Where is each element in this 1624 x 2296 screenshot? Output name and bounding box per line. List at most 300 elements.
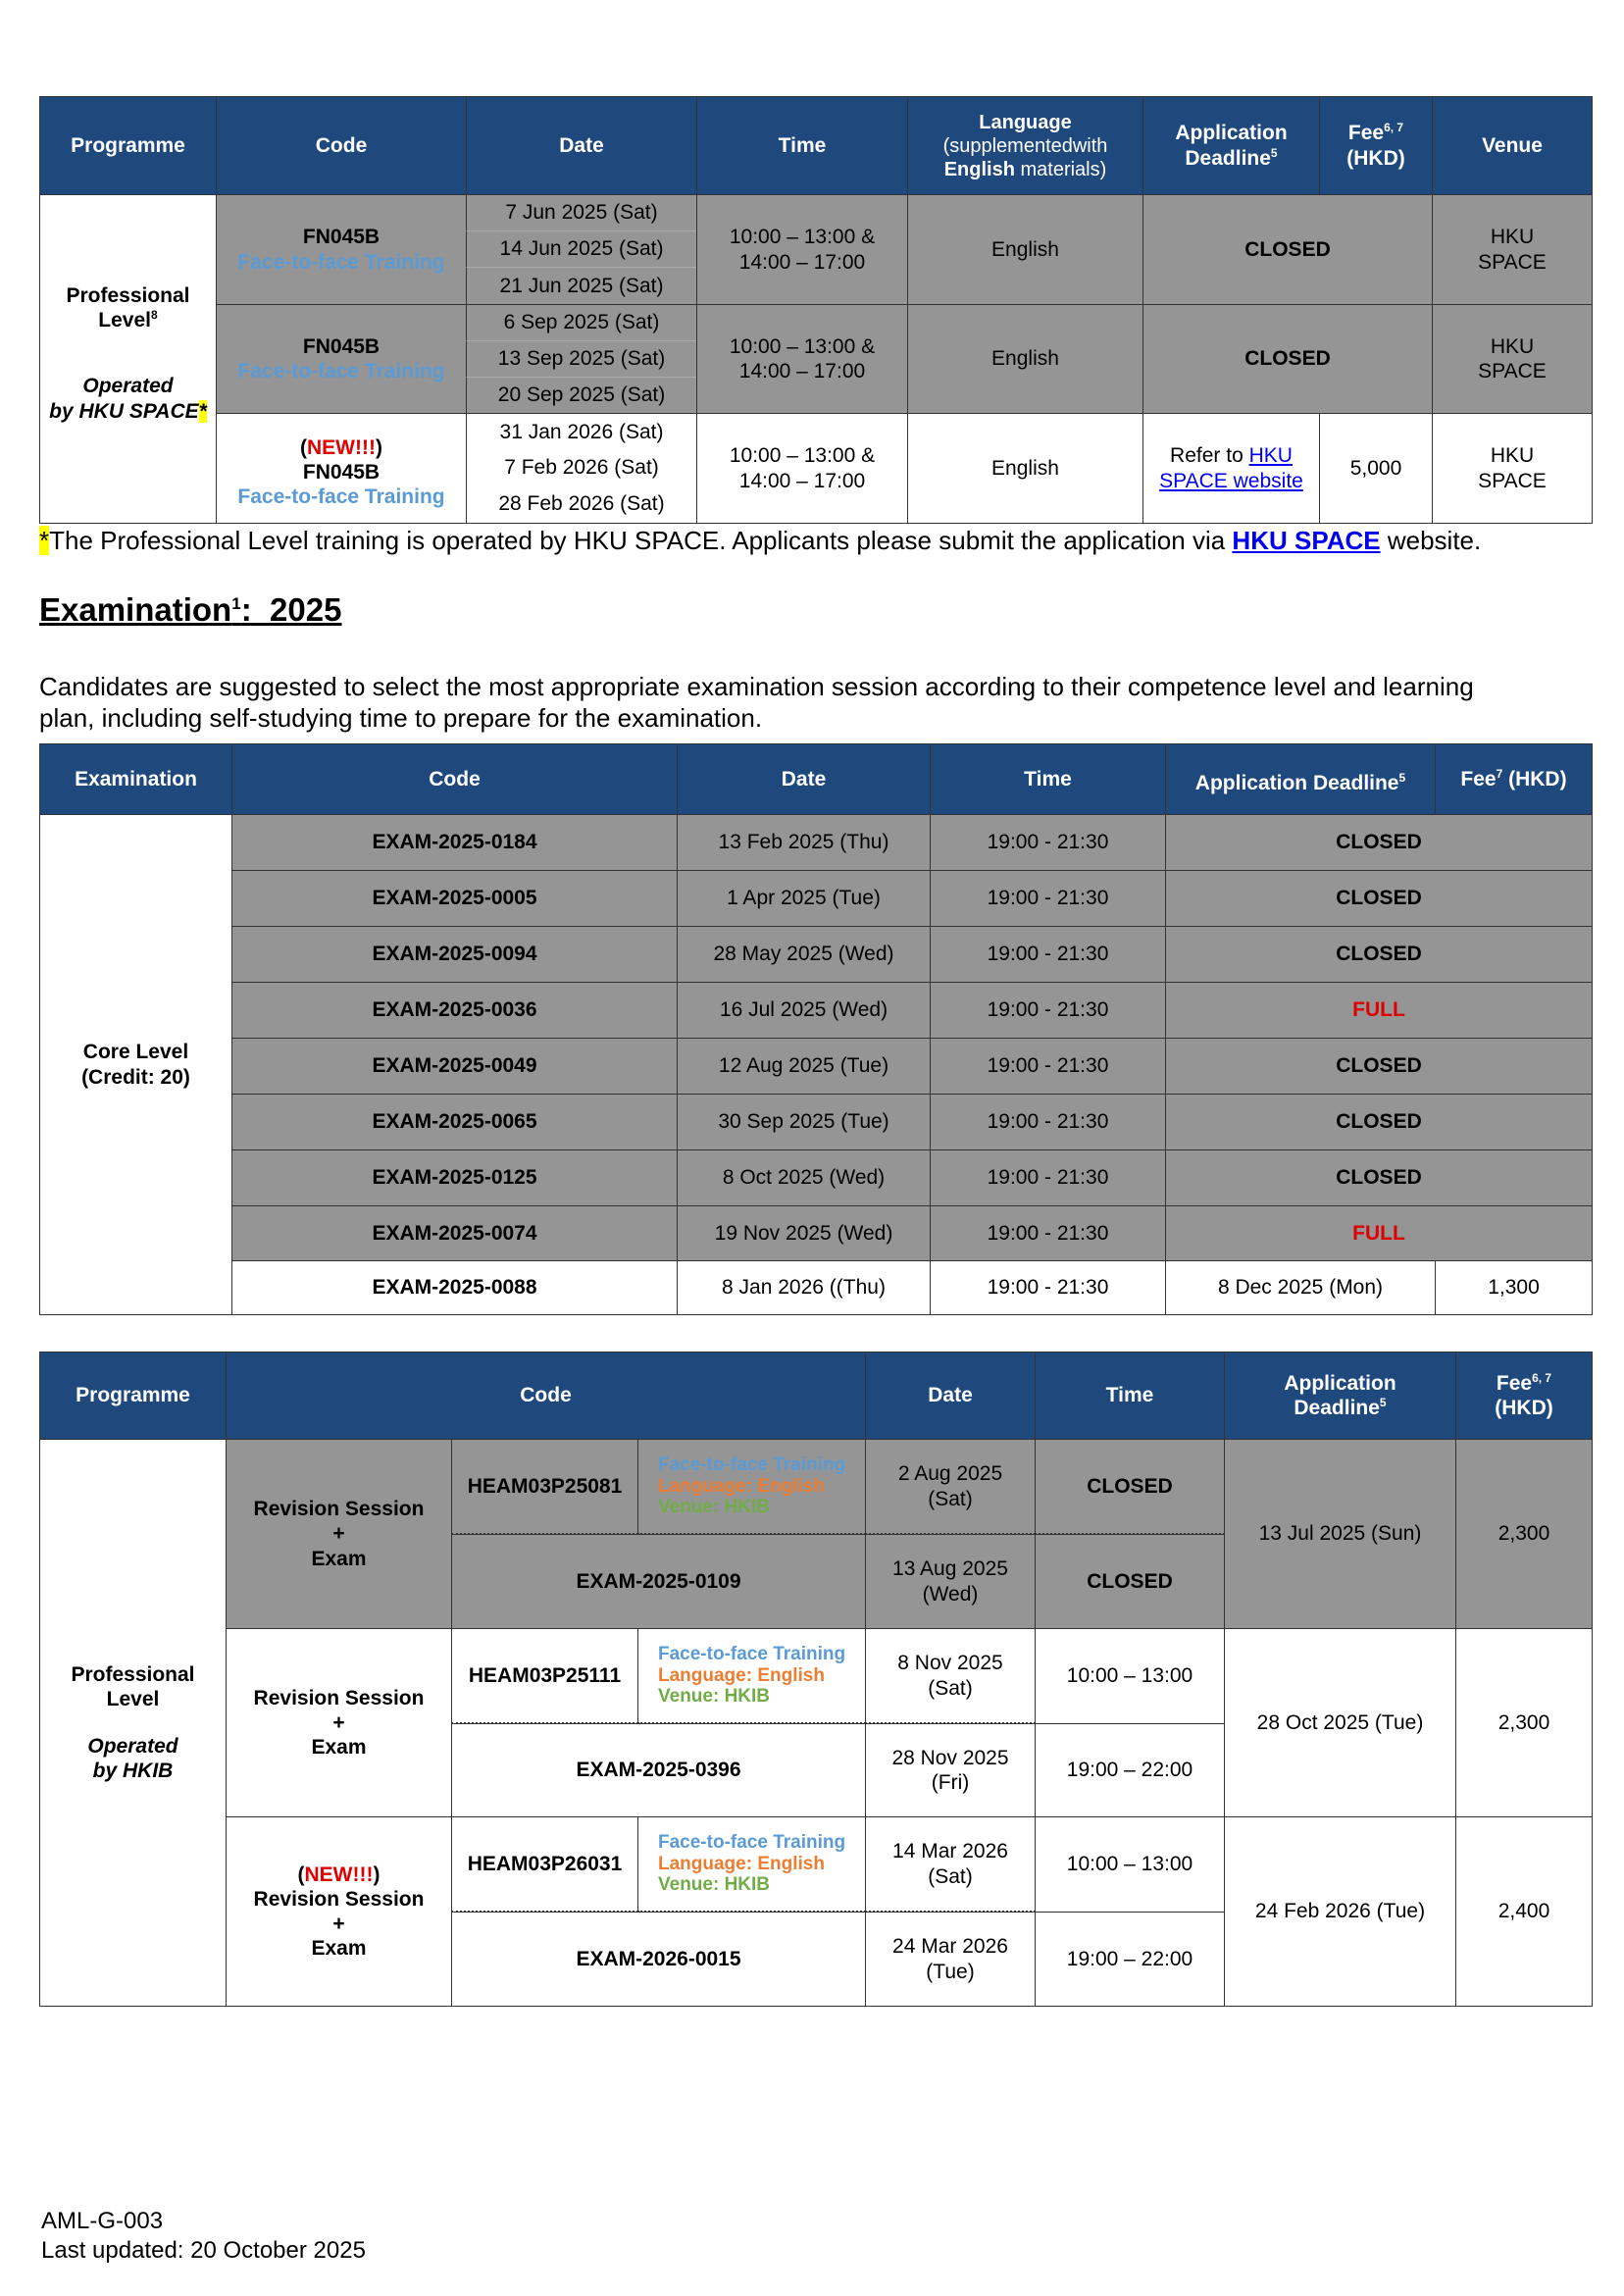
- time-line1: 10:00 – 13:00 &: [729, 334, 876, 358]
- footnote-text: The Professional Level training is operated by HKU SPACE. Applicants please submit the application via: [49, 526, 1233, 555]
- exam-date-text: 8 Jan 2026 ((Thu): [722, 1276, 886, 1300]
- operated-by-line2: [49, 399, 207, 424]
- session-date: 21 Jun 2025 (Sat): [499, 274, 664, 297]
- exam-time: [930, 1260, 1166, 1315]
- session-date: 13 Sep 2025 (Sat): [497, 347, 666, 371]
- level-credit: (Credit: 20): [81, 1065, 190, 1089]
- language-note: Language: English: [658, 1664, 825, 1686]
- exam-code-text: EXAM-2025-0005: [372, 887, 537, 910]
- th-date: [865, 1352, 1036, 1440]
- exam-status-text: FULL: [1352, 998, 1405, 1022]
- exam-time: [930, 926, 1166, 983]
- paren-close: ): [373, 1862, 381, 1886]
- language-cell: [907, 413, 1143, 524]
- exam-date-text: 16 Jul 2025 (Wed): [719, 998, 888, 1022]
- paren-close: ): [375, 435, 382, 459]
- exam-code: [231, 1205, 678, 1262]
- revision-details-cell: [637, 1628, 866, 1724]
- exam-code-cell: [451, 1723, 866, 1817]
- exam-time-text: 19:00 - 21:30: [987, 998, 1109, 1022]
- language-value: English: [991, 456, 1059, 480]
- plus-sign: +: [332, 1913, 345, 1935]
- revision-details-cell: [637, 1816, 866, 1913]
- th-date-label: Date: [559, 133, 604, 157]
- fee-cell: [1455, 1628, 1593, 1817]
- exam-date-cell: [865, 1912, 1036, 2007]
- revision-date: 2 Aug 2025: [897, 1462, 1003, 1486]
- venue-cell: [1432, 194, 1593, 305]
- exam-status: [1165, 1149, 1593, 1206]
- th-programme: [39, 1352, 227, 1440]
- th-fee-text: Fee: [1347, 122, 1385, 145]
- fee-cell: [1455, 1439, 1593, 1629]
- exam-status: [1165, 982, 1593, 1039]
- th-fee: [1319, 96, 1433, 195]
- session-exam: Exam: [311, 1937, 367, 1961]
- session-date: 28 Feb 2026 (Sat): [498, 492, 665, 516]
- session-exam: Exam: [311, 1547, 367, 1570]
- time-line2: 14:00 – 17:00: [738, 469, 866, 492]
- operated-by-line1: Operated: [87, 1734, 178, 1758]
- status-label: CLOSED: [1244, 237, 1331, 261]
- th-date-label: Date: [781, 767, 827, 791]
- training-mode: Face-to-face Training: [658, 1643, 846, 1664]
- exam-time-cell: [1035, 1723, 1225, 1817]
- training-code-cell: [216, 413, 467, 524]
- exam-date-text: 12 Aug 2025 (Tue): [718, 1054, 889, 1078]
- exam-status-text: CLOSED: [1336, 1054, 1422, 1078]
- exam-time: [930, 1149, 1166, 1206]
- th-programme-label: Programme: [71, 133, 185, 157]
- exam-code-text: EXAM-2025-0074: [372, 1222, 537, 1246]
- fee-value: 2,300: [1497, 1522, 1550, 1546]
- venue-cell: [1432, 413, 1593, 524]
- plus-sign: +: [332, 1710, 345, 1734]
- exam-time: [930, 1038, 1166, 1095]
- revision-time: 10:00 – 13:00: [1066, 1853, 1193, 1876]
- revision-time-cell: [1035, 1628, 1225, 1724]
- deadline-cell: [1224, 1816, 1456, 2007]
- th-code-label: Code: [520, 1384, 572, 1407]
- footnote-ref: 5: [1270, 145, 1278, 160]
- programme-line1: Professional: [66, 284, 190, 307]
- revision-code: HEAM03P26031: [467, 1852, 623, 1875]
- revision-day: (Sat): [928, 1864, 973, 1888]
- paren-open: (: [297, 1862, 305, 1886]
- th-examination-label: Examination: [75, 767, 197, 791]
- revision-day: (Sat): [928, 1676, 973, 1700]
- th-code-label: Code: [315, 133, 368, 157]
- deadline-cell: [1224, 1439, 1456, 1629]
- revision-code-cell: [451, 1628, 638, 1724]
- venue-line1: HKU: [1490, 334, 1535, 358]
- th-deadline-label-2: [1185, 146, 1277, 171]
- th-time: [930, 743, 1166, 815]
- exam-code: [231, 926, 678, 983]
- exam-date-text: 13 Feb 2025 (Thu): [718, 831, 889, 854]
- th-deadline-label-1: Application: [1284, 1371, 1396, 1395]
- exam-day: (Fri): [931, 1771, 970, 1794]
- page-footer: [41, 2207, 366, 2266]
- exam-status-text: CLOSED: [1336, 1166, 1422, 1190]
- exam-intro: [39, 671, 1599, 734]
- venue-line2: SPACE: [1478, 250, 1547, 274]
- session-name: Revision Session: [253, 1686, 425, 1709]
- venue-note: Venue: HKIB: [658, 1874, 771, 1896]
- exam-date: [677, 1038, 931, 1095]
- footnote-text-end: website.: [1380, 526, 1482, 555]
- asterisk-mark: *: [198, 399, 207, 423]
- time-cell: [696, 304, 908, 414]
- exam-code: [231, 1038, 678, 1095]
- training-mode: Face-to-face Training: [658, 1831, 846, 1853]
- operated-by-org: by HKU SPACE: [49, 399, 199, 423]
- th-fee-label-1: [1348, 121, 1403, 145]
- footnote: [39, 526, 1481, 556]
- exam-status: [1165, 1038, 1593, 1095]
- th-deadline-label-2: [1294, 1396, 1386, 1420]
- th-time: [1035, 1352, 1225, 1440]
- exam-date: [677, 1205, 931, 1262]
- exam-code: [231, 1149, 678, 1206]
- th-fee-wrap: [1460, 767, 1566, 791]
- th-deadline-label: Application Deadline: [1194, 771, 1399, 794]
- exam-status-text: CLOSED: [1336, 1110, 1422, 1134]
- session-date: 20 Sep 2025 (Sat): [497, 383, 666, 407]
- revision-date-cell: [865, 1628, 1036, 1724]
- level-cell: [39, 814, 232, 1315]
- exam-code: [231, 870, 678, 927]
- programme-cell: [39, 194, 217, 524]
- hku-space-link[interactable]: HKU: [1248, 444, 1293, 468]
- exam-section-title: [39, 591, 341, 629]
- exam-date-text: 30 Sep 2025 (Tue): [718, 1110, 889, 1134]
- exam-code-cell: [451, 1912, 866, 2007]
- exam-code-text: EXAM-2025-0184: [372, 831, 537, 854]
- intro-line1: Candidates are suggested to select the most appropriate examination session according to their competence level and learning: [39, 672, 1474, 701]
- th-deadline-text: Deadline: [1294, 1397, 1380, 1419]
- footnote-ref: 6, 7: [1532, 1370, 1552, 1385]
- footnote-ref: 5: [1398, 770, 1406, 785]
- exam-date-text: 19 Nov 2025 (Wed): [714, 1222, 893, 1246]
- revision-time-cell: [1035, 1439, 1225, 1535]
- th-deadline: [1224, 1352, 1456, 1440]
- training-code-cell: [216, 304, 467, 414]
- revision-code-cell: [451, 1816, 638, 1913]
- exam-code-text: EXAM-2025-0088: [372, 1276, 537, 1300]
- hku-space-website-link[interactable]: SPACE website: [1159, 469, 1303, 492]
- programme-line1: Professional: [71, 1663, 195, 1687]
- exam-fee: [1435, 1260, 1593, 1315]
- exam-date-text: 1 Apr 2025 (Tue): [727, 887, 881, 910]
- session-name: Revision Session: [253, 1498, 425, 1521]
- exam-status-text: CLOSED: [1336, 943, 1422, 966]
- exam-date: [677, 926, 931, 983]
- th-time-label: Time: [778, 133, 827, 157]
- programme-level: Level: [98, 309, 151, 332]
- revision-code: HEAM03P25111: [468, 1663, 622, 1687]
- exam-fee-text: 1,300: [1488, 1276, 1540, 1300]
- deadline-value: 24 Feb 2026 (Tue): [1254, 1900, 1426, 1923]
- session-exam: Exam: [311, 1736, 367, 1760]
- venue-note: Venue: HKIB: [658, 1686, 771, 1708]
- exam-time: [930, 814, 1166, 871]
- revision-time: 10:00 – 13:00: [1066, 1664, 1193, 1688]
- paren-open: (: [300, 435, 307, 459]
- exam-deadline-text: 8 Dec 2025 (Mon): [1217, 1276, 1384, 1300]
- th-fee-label: Fee: [1460, 767, 1497, 791]
- exam-day: (Wed): [922, 1582, 979, 1606]
- deadline-cell: [1142, 413, 1320, 524]
- training-code-cell: [216, 194, 467, 305]
- date-cell: [466, 340, 697, 378]
- venue-line1: HKU: [1490, 444, 1535, 468]
- fee-cell: [1319, 413, 1433, 524]
- th-time-label: Time: [1105, 1384, 1154, 1407]
- language-note: Language: English: [658, 1475, 825, 1497]
- th-date-label: Date: [928, 1384, 973, 1407]
- fee-value: 2,400: [1497, 1900, 1550, 1923]
- th-fee: [1455, 1352, 1593, 1440]
- course-code: FN045B: [302, 226, 381, 249]
- title-text: Examination: [39, 591, 232, 628]
- session-date: 7 Feb 2026 (Sat): [504, 456, 659, 480]
- exam-code: [231, 982, 678, 1039]
- date-cell: [466, 267, 697, 305]
- time-line1: 10:00 – 13:00 &: [729, 444, 876, 468]
- th-fee-currency: (HKD): [1346, 146, 1405, 170]
- last-updated: Last updated: 20 October 2025: [41, 2237, 366, 2264]
- time-cell: [696, 413, 908, 524]
- exam-time-cell: [1035, 1534, 1225, 1629]
- exam-time: [930, 982, 1166, 1039]
- exam-status-text: FULL: [1352, 1222, 1405, 1246]
- exam-time: 19:00 – 22:00: [1066, 1947, 1193, 1970]
- exam-status-text: CLOSED: [1336, 831, 1422, 854]
- session-name: Revision Session: [253, 1887, 425, 1911]
- exam-date: [677, 982, 931, 1039]
- programme-cell: [39, 1439, 227, 2007]
- exam-code: [231, 814, 678, 871]
- session-date: 7 Jun 2025 (Sat): [505, 201, 658, 225]
- session-date: 31 Jan 2026 (Sat): [499, 420, 664, 443]
- asterisk-mark: *: [39, 526, 50, 555]
- language-value: English: [991, 237, 1059, 261]
- th-language-sub: (supplementedwith: [942, 134, 1108, 157]
- operated-by-line1: Operated: [82, 375, 174, 398]
- training-mode: Face-to-face Training: [658, 1454, 846, 1475]
- session-name-cell: [226, 1439, 452, 1629]
- exam-time-text: 19:00 - 21:30: [987, 1276, 1109, 1300]
- th-programme-label: Programme: [76, 1384, 190, 1407]
- th-programme: [39, 96, 217, 195]
- exam-code-text: EXAM-2025-0036: [372, 998, 537, 1022]
- venue-cell: [1432, 304, 1593, 414]
- language-value: English: [991, 347, 1059, 371]
- exam-time-text: 19:00 - 21:30: [987, 1110, 1109, 1134]
- exam-status: [1165, 1094, 1593, 1150]
- th-venue: [1432, 96, 1593, 195]
- exam-status: [1165, 870, 1593, 927]
- exam-code-text: EXAM-2025-0049: [372, 1054, 537, 1078]
- th-time: [696, 96, 908, 195]
- th-date: [466, 96, 697, 195]
- th-language-sub2: [944, 158, 1107, 181]
- revision-date: 14 Mar 2026: [892, 1840, 1008, 1863]
- language-note: Language: English: [658, 1853, 825, 1874]
- session-name-cell: [226, 1628, 452, 1817]
- programme-line2: Level: [106, 1688, 160, 1711]
- exam-code-cell: [451, 1534, 866, 1629]
- th-deadline-label-1: Application: [1175, 122, 1288, 145]
- training-mode: Face-to-face Training: [237, 360, 445, 383]
- date-cell: [466, 413, 697, 450]
- fee-value: 2,300: [1497, 1710, 1550, 1734]
- doc-code: AML-G-003: [41, 2208, 164, 2234]
- time-line1: 10:00 – 13:00 &: [729, 226, 876, 249]
- revision-time: CLOSED: [1087, 1474, 1173, 1498]
- venue-note: Venue: HKIB: [658, 1497, 771, 1518]
- exam-time-text: 19:00 - 21:30: [987, 887, 1109, 910]
- exam-date: 13 Aug 2025: [892, 1557, 1008, 1581]
- status-closed: [1142, 194, 1433, 305]
- exam-time-text: 19:00 - 21:30: [987, 943, 1109, 966]
- revision-date: 8 Nov 2025: [897, 1652, 1003, 1675]
- footnote-ref: 1: [231, 594, 241, 613]
- th-code: [231, 743, 678, 815]
- course-code: FN045B: [302, 334, 381, 358]
- th-code-label: Code: [429, 767, 481, 791]
- new-badge: [298, 1862, 381, 1887]
- new-badge: [300, 435, 382, 460]
- date-cell: [466, 485, 697, 524]
- footnote-ref: 7: [1496, 766, 1503, 781]
- footnote-ref: 8: [151, 308, 158, 323]
- exam-date: [677, 870, 931, 927]
- exam-date: [677, 814, 931, 871]
- training-mode: Face-to-face Training: [237, 250, 445, 274]
- exam-code-text: EXAM-2025-0094: [372, 943, 537, 966]
- exam-code: EXAM-2025-0396: [576, 1759, 741, 1782]
- plus-sign: +: [332, 1522, 345, 1546]
- venue-line1: HKU: [1490, 226, 1535, 249]
- th-code: [216, 96, 467, 195]
- exam-status-text: CLOSED: [1336, 887, 1422, 910]
- status-closed: [1142, 304, 1433, 414]
- deadline-prefix: Refer to: [1170, 444, 1249, 468]
- exam-deadline: [1165, 1260, 1436, 1315]
- exam-date-text: 8 Oct 2025 (Wed): [722, 1166, 886, 1190]
- exam-time-cell: [1035, 1912, 1225, 2007]
- venue-line2: SPACE: [1478, 469, 1547, 492]
- th-fee-label-1: [1497, 1371, 1551, 1396]
- th-time-label: Time: [1024, 767, 1072, 791]
- language-cell: [907, 194, 1143, 305]
- deadline-line1: [1170, 443, 1293, 468]
- new-label: NEW!!!: [304, 1862, 374, 1886]
- exam-time: [930, 1094, 1166, 1150]
- time-cell: [696, 194, 908, 305]
- th-language-materials: materials): [1014, 158, 1107, 180]
- deadline-value: 13 Jul 2025 (Sun): [1258, 1522, 1422, 1546]
- exam-date-text: 28 May 2025 (Wed): [713, 943, 894, 966]
- venue-line2: SPACE: [1478, 360, 1547, 383]
- exam-date: [677, 1094, 931, 1150]
- th-fee: [1435, 743, 1593, 815]
- th-examination: [39, 743, 232, 815]
- exam-time-text: 19:00 - 21:30: [987, 831, 1109, 854]
- th-fee-currency: (HKD): [1495, 1397, 1553, 1419]
- revision-day: (Sat): [928, 1487, 973, 1510]
- level-name: Core Level: [82, 1041, 189, 1064]
- language-cell: [907, 304, 1143, 414]
- status-label: CLOSED: [1244, 347, 1331, 371]
- fee-cell: [1455, 1816, 1593, 2007]
- revision-code: HEAM03P25081: [467, 1474, 623, 1498]
- exam-date: [677, 1149, 931, 1206]
- th-date: [677, 743, 931, 815]
- hku-space-link[interactable]: HKU SPACE: [1232, 526, 1381, 555]
- th-language-label: Language: [979, 111, 1072, 133]
- exam-code: EXAM-2025-0109: [576, 1569, 741, 1593]
- date-cell: [466, 377, 697, 414]
- exam-time-text: 19:00 - 21:30: [987, 1222, 1109, 1246]
- th-venue-label: Venue: [1482, 133, 1543, 157]
- th-deadline: [1142, 96, 1320, 195]
- th-deadline: [1165, 743, 1436, 815]
- exam-date-cell: [865, 1723, 1036, 1817]
- revision-date-cell: [865, 1439, 1036, 1535]
- exam-code: [231, 1094, 678, 1150]
- exam-date-cell: [865, 1534, 1036, 1629]
- course-code: FN045B: [302, 460, 381, 484]
- date-cell: [466, 304, 697, 341]
- th-fee-text: Fee: [1496, 1371, 1533, 1395]
- exam-time: 19:00 – 22:00: [1066, 1759, 1193, 1782]
- th-code: [226, 1352, 866, 1440]
- th-deadline-text: Deadline: [1185, 146, 1271, 170]
- footnote-ref: 6, 7: [1384, 121, 1404, 135]
- deadline-cell: [1224, 1628, 1456, 1817]
- exam-time-text: 19:00 - 21:30: [987, 1054, 1109, 1078]
- footnote-ref: 5: [1379, 1396, 1387, 1409]
- fee-value: 5,000: [1349, 456, 1402, 480]
- exam-code: [231, 1260, 678, 1315]
- deadline-value: 28 Oct 2025 (Tue): [1256, 1710, 1424, 1734]
- revision-code-cell: [451, 1439, 638, 1535]
- exam-time: CLOSED: [1087, 1569, 1173, 1593]
- exam-day: (Tue): [926, 1960, 975, 1983]
- title-year: : 2025: [240, 591, 342, 628]
- date-cell: [466, 194, 697, 231]
- new-label: NEW!!!: [307, 435, 376, 459]
- time-line2: 14:00 – 17:00: [738, 250, 866, 274]
- exam-status: [1165, 926, 1593, 983]
- session-date: 14 Jun 2025 (Sat): [499, 237, 664, 261]
- exam-status: [1165, 814, 1593, 871]
- session-name-cell: [226, 1816, 452, 2007]
- revision-date-cell: [865, 1816, 1036, 1913]
- intro-line2: plan, including self-studying time to prepare for the examination.: [39, 703, 763, 733]
- th-language-bold: English: [943, 158, 1015, 180]
- revision-details-cell: [637, 1439, 866, 1535]
- th-language: [907, 96, 1143, 195]
- training-mode: Face-to-face Training: [237, 485, 445, 509]
- date-cell: [466, 449, 697, 486]
- session-date: 6 Sep 2025 (Sat): [503, 311, 660, 334]
- th-deadline-wrap: [1195, 763, 1405, 795]
- exam-date: 28 Nov 2025: [891, 1746, 1009, 1769]
